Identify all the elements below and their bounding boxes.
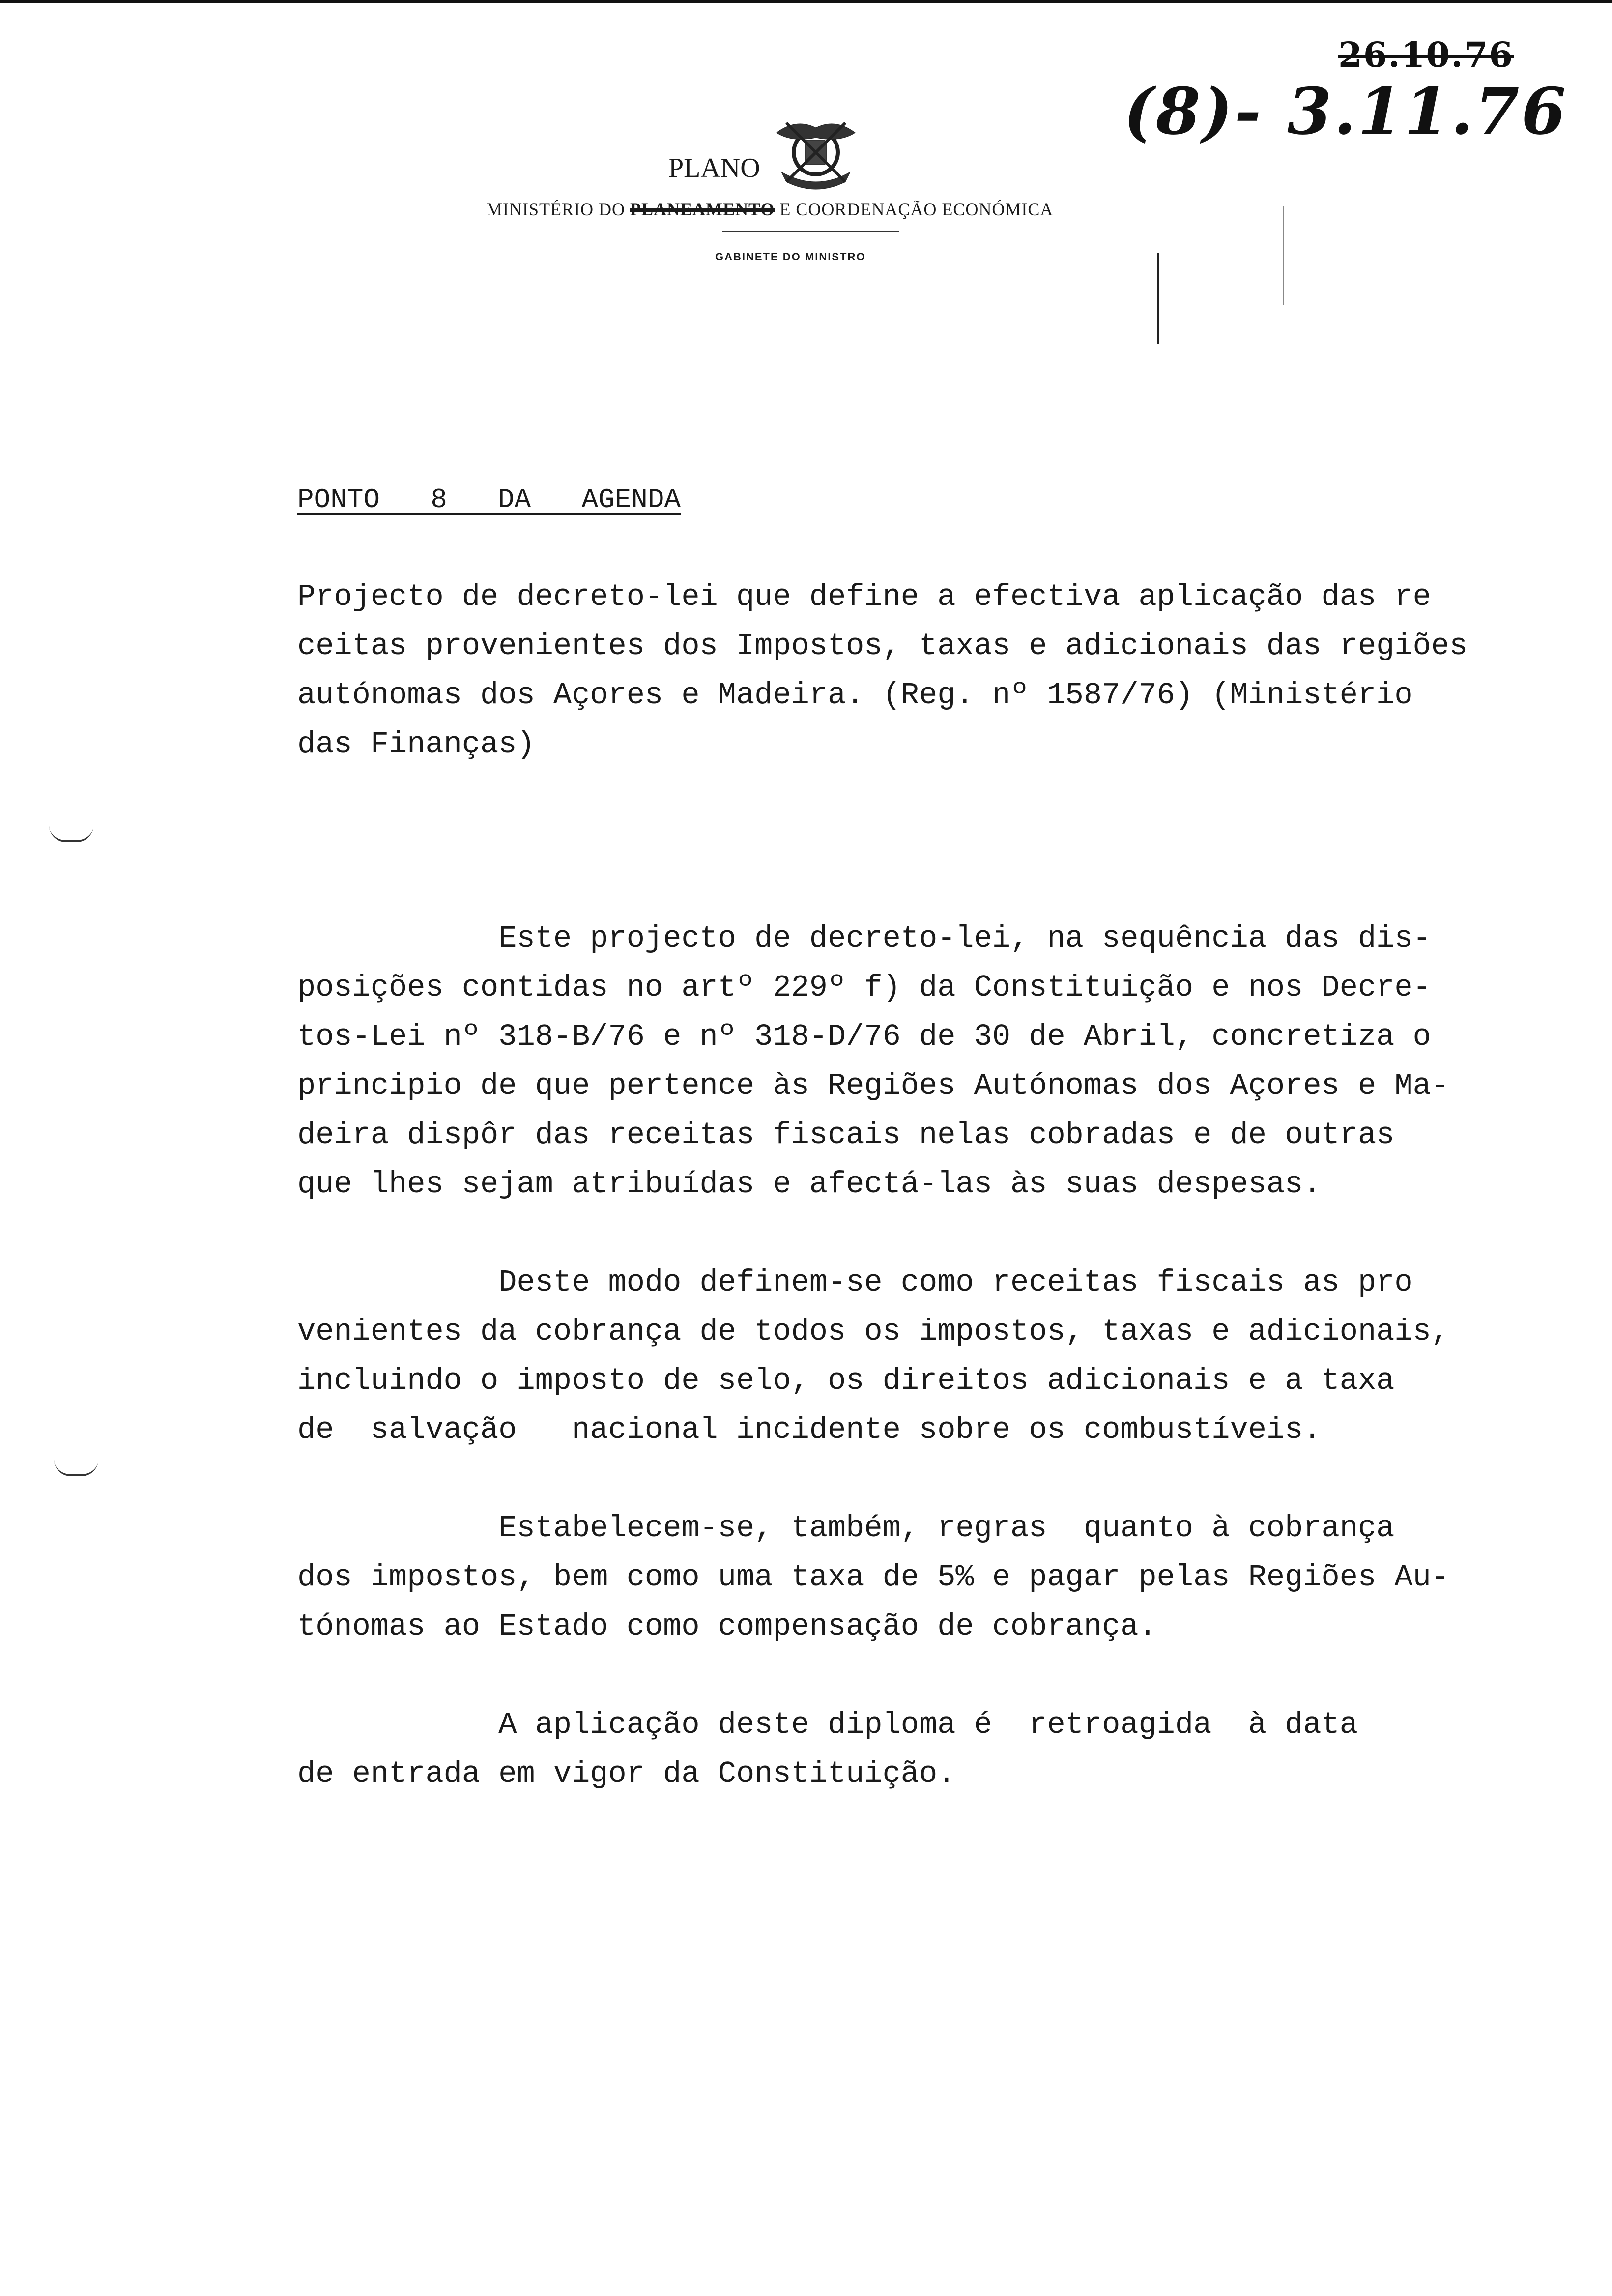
ministry-struck-word: PLANEAMENTO [630, 200, 775, 219]
handwritten-struck-date: 26.10.76 [1338, 34, 1514, 75]
margin-pencil-line-faint [1283, 206, 1284, 305]
paragraph-body: Este projecto de decreto-lei, na sequência das dis- posições contidas no artº 229º f) da Constituição e nos Decre- tos-Lei nº 318-B/76 e nº 318-D/76 de 30 de Abril, concretiza o principio de que pertence às Regiões Autónomas dos Açores e Ma- deira dispôr das receitas fiscais nelas cobradas e de outras que lhes sejam atribuídas e afectá-las às suas despesas. [297, 921, 1449, 1202]
agenda-item-title: PONTO 8 DA AGENDA [297, 484, 681, 516]
ministry-suffix: E COORDENAÇÃO ECONÓMICA [775, 200, 1054, 219]
paragraph-subject: Projecto de decreto-lei que define a efectiva aplicação das re ceitas provenientes dos Impostos, taxas e adicionais das regiões autónomas dos Açores e Madeira. (Reg. nº 1587/76) (Ministério das Finanças) [297, 579, 1468, 762]
paragraph-body: Estabelecem-se, também, regras quanto à cobrança dos impostos, bem como uma taxa de 5% e pagar pelas Regiões Au- tónomas ao Estado como compensação de cobrança. [297, 1511, 1449, 1644]
gabinete-label: GABINETE DO MINISTRO [715, 251, 866, 263]
margin-punch-mark [54, 1460, 98, 1476]
paragraph-body: A aplicação deste diploma é retroagida à data de entrada em vigor da Constituição. [297, 1707, 1358, 1791]
margin-pencil-line [1157, 253, 1159, 344]
margin-punch-mark [49, 826, 93, 842]
ministry-underline [722, 231, 899, 232]
top-border-line [0, 0, 1612, 3]
handwritten-annotation: (8)- 3.11.76 [1123, 74, 1568, 149]
coat-of-arms-emblem [767, 113, 865, 197]
ministry-prefix: MINISTÉRIO DO [487, 200, 630, 219]
plano-label: PLANO [668, 153, 760, 183]
paragraph-body: Deste modo definem-se como receitas fiscais as pro venientes da cobrança de todos os impostos, taxas e adicionais, incluindo o imposto de selo, os direitos adicionais e a taxa de salvação nacional incidente sobre os combustíveis. [297, 1265, 1449, 1447]
ministry-name [487, 199, 1053, 220]
